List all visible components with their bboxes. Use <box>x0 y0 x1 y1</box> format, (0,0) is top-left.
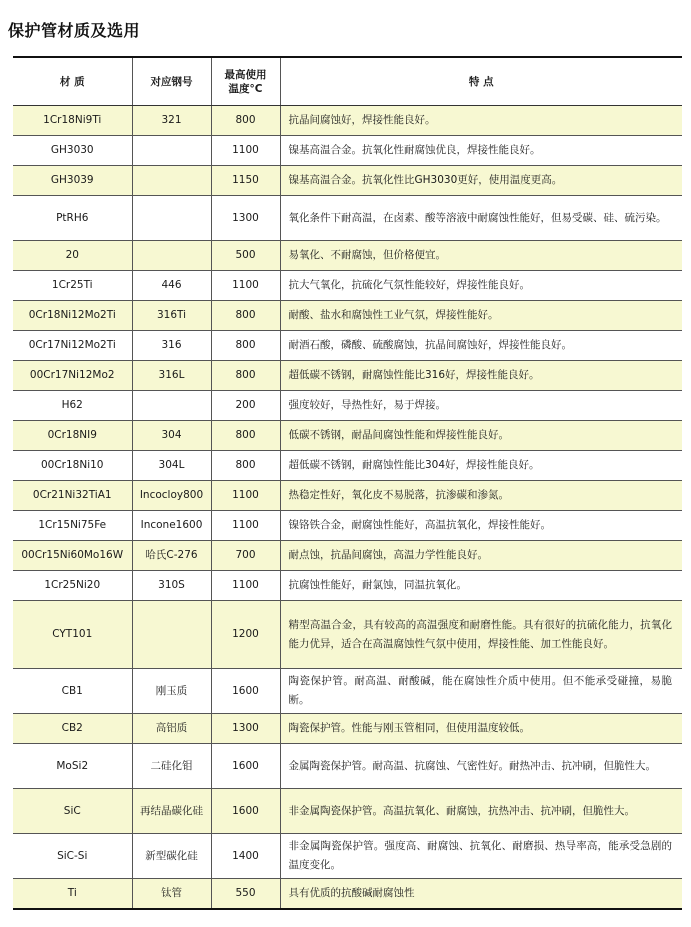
steel-grade-cell: Incone1600 <box>132 511 211 541</box>
features-cell: 非金属陶瓷保护管。强度高、耐腐蚀、抗氧化、耐磨损、热导率高，能承受急剧的温度变化。 <box>280 834 682 879</box>
max-temp-cell: 700 <box>211 541 280 571</box>
material-cell: GH3030 <box>13 136 132 166</box>
features-cell: 陶瓷保护管。性能与刚玉管相同，但使用温度较低。 <box>280 714 682 744</box>
header-max-temp-line2: 温度°C <box>228 82 263 95</box>
max-temp-cell: 800 <box>211 301 280 331</box>
features-cell: 耐点蚀，抗晶间腐蚀，高温力学性能良好。 <box>280 541 682 571</box>
max-temp-cell: 1300 <box>211 714 280 744</box>
table-row <box>13 451 682 481</box>
steel-grade-cell: 316L <box>132 361 211 391</box>
max-temp-cell: 800 <box>211 421 280 451</box>
max-temp-cell: 1150 <box>211 166 280 196</box>
features-cell: 抗晶间腐蚀好，焊接性能良好。 <box>280 106 682 136</box>
header-features: 特 点 <box>280 57 682 106</box>
max-temp-cell: 1600 <box>211 744 280 789</box>
material-cell: Ti <box>13 879 132 910</box>
max-temp-cell: 800 <box>211 106 280 136</box>
table-row <box>13 391 682 421</box>
max-temp-cell: 500 <box>211 241 280 271</box>
material-cell: 00Cr18Ni10 <box>13 451 132 481</box>
table-row <box>13 166 682 196</box>
steel-grade-cell <box>132 136 211 166</box>
material-cell: 1Cr25Ni20 <box>13 571 132 601</box>
steel-grade-cell: 二硅化钼 <box>132 744 211 789</box>
max-temp-cell: 1200 <box>211 601 280 669</box>
features-cell: 镍铬铁合金，耐腐蚀性能好，高温抗氧化，焊接性能好。 <box>280 511 682 541</box>
material-table <box>13 56 682 910</box>
table-row <box>13 511 682 541</box>
max-temp-cell: 200 <box>211 391 280 421</box>
table-row <box>13 714 682 744</box>
max-temp-cell: 1100 <box>211 271 280 301</box>
table-row <box>13 106 682 136</box>
table-row <box>13 744 682 789</box>
header-max-temp <box>211 57 280 106</box>
material-cell: MoSi2 <box>13 744 132 789</box>
features-cell: 超低碳不锈钢，耐腐蚀性能比304好，焊接性能良好。 <box>280 451 682 481</box>
features-cell: 镍基高温合金。抗氧化性比GH3030更好，使用温度更高。 <box>280 166 682 196</box>
table-row <box>13 331 682 361</box>
steel-grade-cell: 高铝质 <box>132 714 211 744</box>
material-cell: 1Cr25Ti <box>13 271 132 301</box>
max-temp-cell: 800 <box>211 331 280 361</box>
material-cell: PtRH6 <box>13 196 132 241</box>
steel-grade-cell: 刚玉质 <box>132 669 211 714</box>
material-cell: 0Cr18Ni12Mo2Ti <box>13 301 132 331</box>
steel-grade-cell: Incocloy800 <box>132 481 211 511</box>
features-cell: 易氧化、不耐腐蚀，但价格便宜。 <box>280 241 682 271</box>
material-cell: CYT101 <box>13 601 132 669</box>
steel-grade-cell: 钛管 <box>132 879 211 910</box>
table-row <box>13 834 682 879</box>
features-cell: 强度较好，导热性好，易于焊接。 <box>280 391 682 421</box>
steel-grade-cell <box>132 391 211 421</box>
material-cell: H62 <box>13 391 132 421</box>
material-cell: SiC-Si <box>13 834 132 879</box>
table-row <box>13 669 682 714</box>
material-cell: CB1 <box>13 669 132 714</box>
material-cell: SiC <box>13 789 132 834</box>
steel-grade-cell <box>132 241 211 271</box>
max-temp-cell: 1100 <box>211 481 280 511</box>
material-cell: 0Cr21Ni32TiA1 <box>13 481 132 511</box>
material-cell: 00Cr15Ni60Mo16W <box>13 541 132 571</box>
features-cell: 低碳不锈钢，耐晶间腐蚀性能和焊接性能良好。 <box>280 421 682 451</box>
material-cell: 20 <box>13 241 132 271</box>
material-cell: 0Cr17Ni12Mo2Ti <box>13 331 132 361</box>
table-row <box>13 571 682 601</box>
steel-grade-cell: 哈氏C-276 <box>132 541 211 571</box>
table-row <box>13 421 682 451</box>
page-title: 保护管材质及选用 <box>8 21 141 40</box>
header-max-temp-line1: 最高使用 <box>224 68 267 81</box>
material-cell: 1Cr15Ni75Fe <box>13 511 132 541</box>
table-row <box>13 301 682 331</box>
table-row <box>13 271 682 301</box>
features-cell: 陶瓷保护管。耐高温、耐酸碱，能在腐蚀性介质中使用。但不能承受碰撞，易脆断。 <box>280 669 682 714</box>
header-material: 材 质 <box>13 57 132 106</box>
header-steel-grade: 对应钢号 <box>132 57 211 106</box>
steel-grade-cell: 316 <box>132 331 211 361</box>
max-temp-cell: 800 <box>211 361 280 391</box>
max-temp-cell: 1100 <box>211 136 280 166</box>
features-cell: 抗腐蚀性能好，耐氯蚀，同温抗氧化。 <box>280 571 682 601</box>
features-cell: 镍基高温合金。抗氧化性耐腐蚀优良，焊接性能良好。 <box>280 136 682 166</box>
max-temp-cell: 1300 <box>211 196 280 241</box>
steel-grade-cell: 再结晶碳化硅 <box>132 789 211 834</box>
table-row <box>13 481 682 511</box>
table-row <box>13 879 682 910</box>
table-row <box>13 789 682 834</box>
steel-grade-cell: 321 <box>132 106 211 136</box>
features-cell: 热稳定性好，氧化皮不易脱落，抗渗碳和渗氮。 <box>280 481 682 511</box>
table-row <box>13 136 682 166</box>
steel-grade-cell <box>132 166 211 196</box>
table-row <box>13 541 682 571</box>
features-cell: 抗大气氧化，抗硫化气氛性能较好，焊接性能良好。 <box>280 271 682 301</box>
steel-grade-cell: 316Ti <box>132 301 211 331</box>
features-cell: 非金属陶瓷保护管。高温抗氧化、耐腐蚀，抗热冲击、抗冲刷，但脆性大。 <box>280 789 682 834</box>
steel-grade-cell: 310S <box>132 571 211 601</box>
features-cell: 金属陶瓷保护管。耐高温、抗腐蚀、气密性好。耐热冲击、抗冲刷，但脆性大。 <box>280 744 682 789</box>
steel-grade-cell <box>132 601 211 669</box>
table-row <box>13 601 682 669</box>
max-temp-cell: 550 <box>211 879 280 910</box>
max-temp-cell: 1600 <box>211 789 280 834</box>
steel-grade-cell: 304L <box>132 451 211 481</box>
max-temp-cell: 1600 <box>211 669 280 714</box>
table-row <box>13 196 682 241</box>
steel-grade-cell: 304 <box>132 421 211 451</box>
features-cell: 精型高温合金，具有较高的高温强度和耐磨性能。具有很好的抗硫化能力，抗氧化能力优异，适合在高温腐蚀性气氛中使用，焊接性能、加工性能良好。 <box>280 601 682 669</box>
max-temp-cell: 1100 <box>211 511 280 541</box>
material-cell: 1Cr18Ni9Ti <box>13 106 132 136</box>
max-temp-cell: 1100 <box>211 571 280 601</box>
max-temp-cell: 1400 <box>211 834 280 879</box>
material-cell: GH3039 <box>13 166 132 196</box>
material-cell: 0Cr18NI9 <box>13 421 132 451</box>
table-header-row <box>13 57 682 106</box>
features-cell: 耐酸、盐水和腐蚀性工业气氛，焊接性能好。 <box>280 301 682 331</box>
material-cell: CB2 <box>13 714 132 744</box>
steel-grade-cell <box>132 196 211 241</box>
steel-grade-cell: 新型碳化硅 <box>132 834 211 879</box>
features-cell: 具有优质的抗酸碱耐腐蚀性 <box>280 879 682 910</box>
features-cell: 超低碳不锈钢，耐腐蚀性能比316好，焊接性能良好。 <box>280 361 682 391</box>
table-row <box>13 361 682 391</box>
max-temp-cell: 800 <box>211 451 280 481</box>
material-cell: 00Cr17Ni12Mo2 <box>13 361 132 391</box>
features-cell: 氧化条件下耐高温，在卤素、酸等溶液中耐腐蚀性能好，但易受碳、硅、硫污染。 <box>280 196 682 241</box>
steel-grade-cell: 446 <box>132 271 211 301</box>
table-body <box>13 106 682 910</box>
features-cell: 耐酒石酸，磷酸、硫酸腐蚀，抗晶间腐蚀好，焊接性能良好。 <box>280 331 682 361</box>
table-row <box>13 241 682 271</box>
